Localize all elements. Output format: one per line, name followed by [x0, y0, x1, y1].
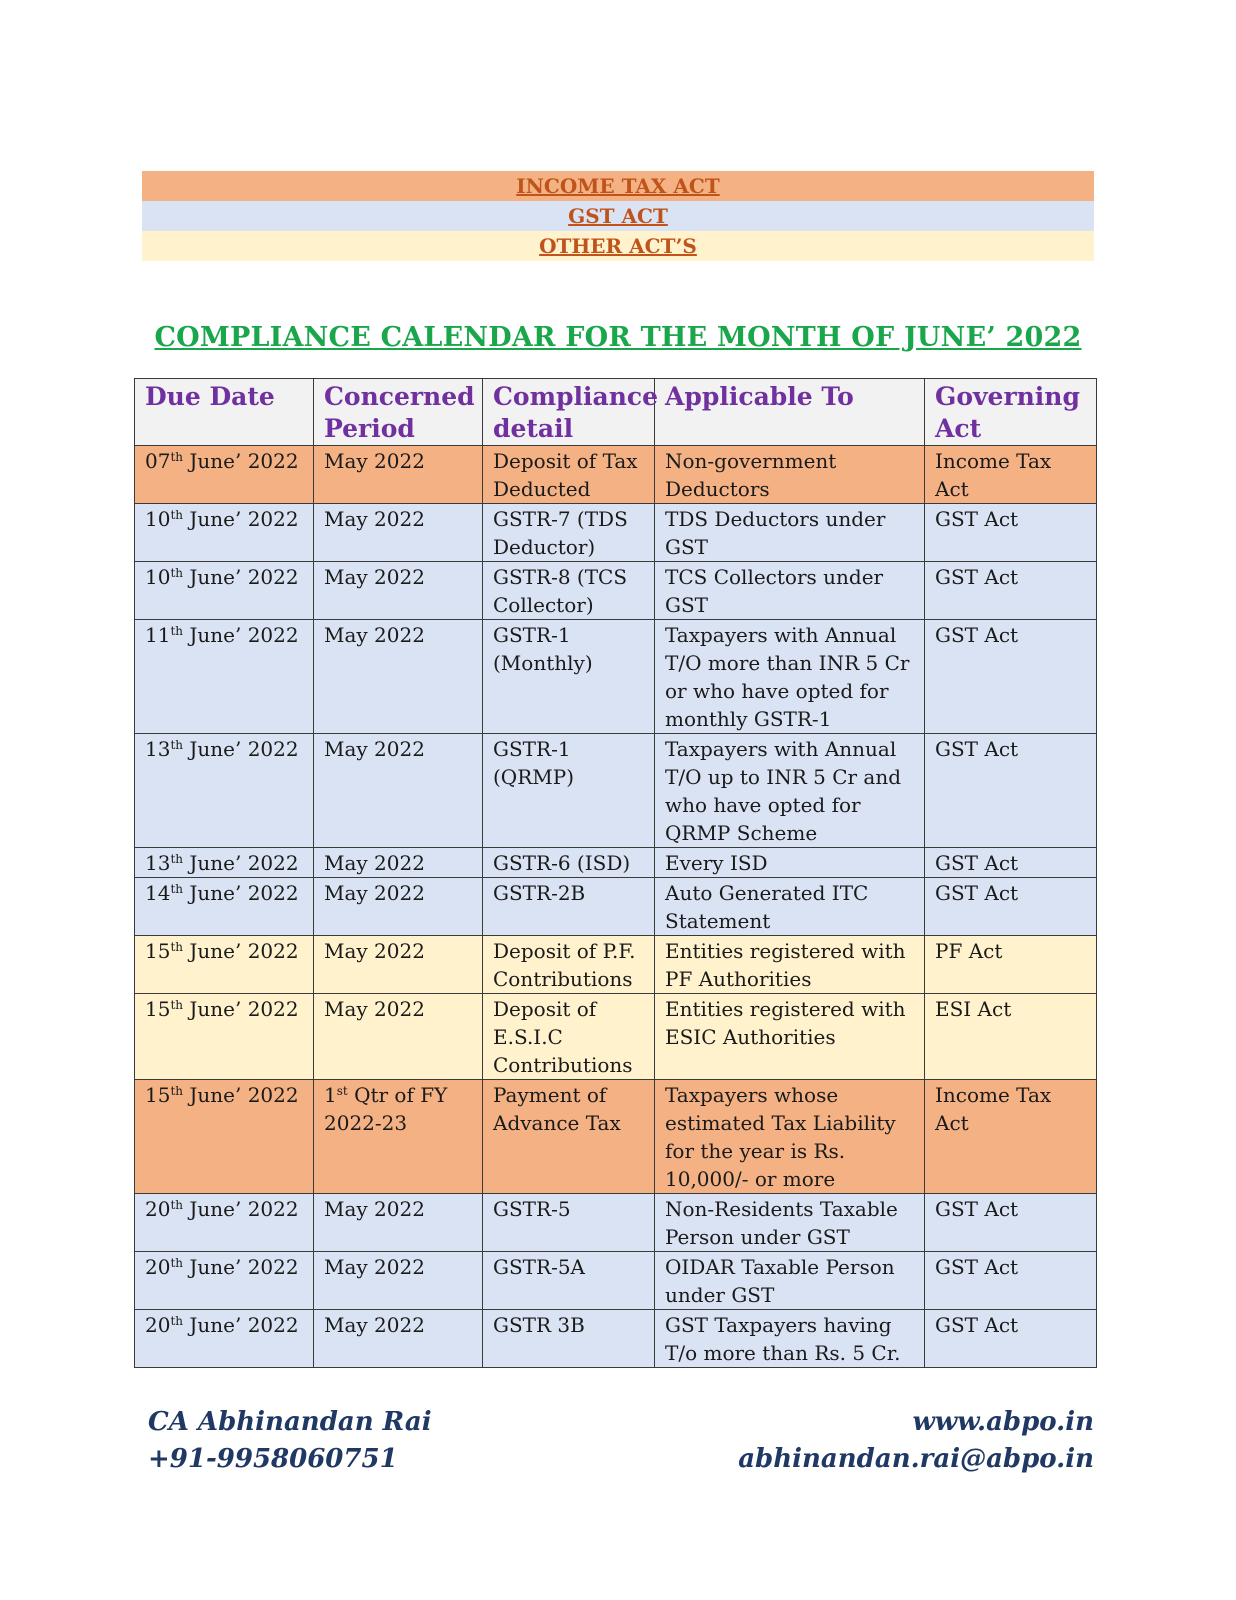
cell-due-date: [135, 620, 314, 734]
period-suffix: st: [336, 1084, 348, 1098]
period-text: May 2022: [324, 565, 425, 589]
cell-concerned-period: [314, 1194, 483, 1252]
cell-governing-act: Income Tax Act: [925, 446, 1097, 504]
due-day-suffix: th: [170, 998, 184, 1012]
due-day: 13: [145, 737, 171, 761]
table-row: [135, 562, 1097, 620]
cell-due-date: [135, 562, 314, 620]
period-text: May 2022: [324, 623, 425, 647]
due-month-year: June’ 2022: [183, 851, 299, 875]
due-day-suffix: th: [170, 852, 184, 866]
period-text: May 2022: [324, 1313, 425, 1337]
cell-applicable-to: Non-government Deductors: [655, 446, 925, 504]
cell-concerned-period: [314, 1310, 483, 1368]
table-row: [135, 446, 1097, 504]
cell-compliance-detail: Deposit of P.F. Contributions: [483, 936, 655, 994]
compliance-table: [134, 378, 1097, 1368]
due-day-suffix: th: [170, 738, 184, 752]
due-month-year: June’ 2022: [183, 939, 299, 963]
due-day-suffix: th: [170, 566, 184, 580]
due-day: 07: [145, 449, 171, 473]
period-text: Qtr of FY 2022-23: [324, 1083, 448, 1135]
cell-applicable-to: Taxpayers with Annual T/O up to INR 5 Cr and who have opted for QRMP Scheme: [655, 734, 925, 848]
cell-governing-act: GST Act: [925, 1194, 1097, 1252]
due-month-year: June’ 2022: [183, 997, 299, 1021]
cell-governing-act: Income Tax Act: [925, 1080, 1097, 1194]
due-day: 20: [145, 1197, 171, 1221]
due-month-year: June’ 2022: [183, 881, 299, 905]
cell-governing-act: GST Act: [925, 620, 1097, 734]
table-header-row: [135, 379, 1097, 446]
cell-concerned-period: [314, 562, 483, 620]
due-day-suffix: th: [170, 624, 184, 638]
cell-due-date: [135, 994, 314, 1080]
due-day: 10: [145, 565, 171, 589]
cell-applicable-to: OIDAR Taxable Person under GST: [655, 1252, 925, 1310]
footer-contact: [148, 1404, 432, 1478]
cell-concerned-period: [314, 1080, 483, 1194]
due-month-year: June’ 2022: [183, 449, 299, 473]
period-text: May 2022: [324, 737, 425, 761]
cell-governing-act: GST Act: [925, 734, 1097, 848]
table-row: [135, 504, 1097, 562]
footer-web: [738, 1404, 1094, 1478]
period-text: May 2022: [324, 449, 425, 473]
cell-concerned-period: [314, 1252, 483, 1310]
due-day: 20: [145, 1255, 171, 1279]
due-month-year: June’ 2022: [183, 623, 299, 647]
due-day-suffix: th: [170, 1198, 184, 1212]
due-day: 14: [145, 881, 171, 905]
cell-compliance-detail: GSTR-1 (QRMP): [483, 734, 655, 848]
cell-concerned-period: [314, 936, 483, 994]
cell-compliance-detail: GSTR-5: [483, 1194, 655, 1252]
cell-governing-act: ESI Act: [925, 994, 1097, 1080]
cell-due-date: [135, 1194, 314, 1252]
cell-governing-act: GST Act: [925, 1252, 1097, 1310]
footer-name: CA Abhinandan Rai: [148, 1407, 432, 1437]
header-concerned-period: Concerned Period: [314, 379, 483, 446]
cell-due-date: [135, 878, 314, 936]
due-day: 13: [145, 851, 171, 875]
period-prefix: 1: [324, 1083, 337, 1107]
cell-applicable-to: Entities registered with ESIC Authorities: [655, 994, 925, 1080]
cell-due-date: [135, 936, 314, 994]
cell-applicable-to: Auto Generated ITC Statement: [655, 878, 925, 936]
due-day: 15: [145, 997, 171, 1021]
table-row: [135, 936, 1097, 994]
cell-due-date: [135, 734, 314, 848]
due-month-year: June’ 2022: [183, 1313, 299, 1337]
cell-applicable-to: GST Taxpayers having T/o more than Rs. 5 Cr.: [655, 1310, 925, 1368]
cell-concerned-period: [314, 734, 483, 848]
table-row: [135, 994, 1097, 1080]
cell-compliance-detail: GSTR-2B: [483, 878, 655, 936]
cell-governing-act: GST Act: [925, 562, 1097, 620]
cell-compliance-detail: GSTR-6 (ISD): [483, 848, 655, 878]
due-day: 15: [145, 1083, 171, 1107]
cell-concerned-period: [314, 504, 483, 562]
legend-income-tax: INCOME TAX ACT: [142, 171, 1094, 201]
table-row: [135, 848, 1097, 878]
due-day: 10: [145, 507, 171, 531]
due-day-suffix: th: [170, 940, 184, 954]
cell-compliance-detail: GSTR-7 (TDS Deductor): [483, 504, 655, 562]
table-row: [135, 620, 1097, 734]
footer-email[interactable]: abhinandan.rai@abpo.in: [738, 1444, 1094, 1474]
table-row: [135, 1310, 1097, 1368]
cell-applicable-to: Every ISD: [655, 848, 925, 878]
due-month-year: June’ 2022: [183, 565, 299, 589]
page-title: COMPLIANCE CALENDAR FOR THE MONTH OF JUNE’ 2022: [154, 322, 1082, 353]
legend-other: OTHER ACT’S: [142, 231, 1094, 261]
cell-due-date: [135, 504, 314, 562]
due-month-year: June’ 2022: [183, 1255, 299, 1279]
cell-applicable-to: Taxpayers whose estimated Tax Liability for the year is Rs. 10,000/- or more: [655, 1080, 925, 1194]
due-day: 15: [145, 939, 171, 963]
cell-concerned-period: [314, 620, 483, 734]
period-text: May 2022: [324, 939, 425, 963]
due-month-year: June’ 2022: [183, 737, 299, 761]
table-row: [135, 734, 1097, 848]
cell-compliance-detail: GSTR-5A: [483, 1252, 655, 1310]
cell-compliance-detail: Deposit of E.S.I.C Contributions: [483, 994, 655, 1080]
cell-compliance-detail: Deposit of Tax Deducted: [483, 446, 655, 504]
period-text: May 2022: [324, 1197, 425, 1221]
legend-gst: GST ACT: [142, 201, 1094, 231]
cell-due-date: [135, 446, 314, 504]
cell-due-date: [135, 1080, 314, 1194]
due-day-suffix: th: [170, 882, 184, 896]
cell-concerned-period: [314, 848, 483, 878]
cell-compliance-detail: GSTR-8 (TCS Collector): [483, 562, 655, 620]
cell-applicable-to: Non-Residents Taxable Person under GST: [655, 1194, 925, 1252]
table-row: [135, 1080, 1097, 1194]
cell-governing-act: GST Act: [925, 878, 1097, 936]
cell-compliance-detail: Payment of Advance Tax: [483, 1080, 655, 1194]
cell-governing-act: GST Act: [925, 848, 1097, 878]
cell-applicable-to: TCS Collectors under GST: [655, 562, 925, 620]
cell-governing-act: GST Act: [925, 1310, 1097, 1368]
due-day-suffix: th: [170, 1314, 184, 1328]
footer-phone: +91-9958060751: [148, 1444, 398, 1474]
cell-due-date: [135, 848, 314, 878]
cell-compliance-detail: GSTR 3B: [483, 1310, 655, 1368]
due-day-suffix: th: [170, 450, 184, 464]
cell-due-date: [135, 1252, 314, 1310]
period-text: May 2022: [324, 851, 425, 875]
cell-compliance-detail: GSTR-1 (Monthly): [483, 620, 655, 734]
cell-concerned-period: [314, 878, 483, 936]
cell-concerned-period: [314, 994, 483, 1080]
cell-governing-act: PF Act: [925, 936, 1097, 994]
due-day: 11: [145, 623, 171, 647]
cell-applicable-to: TDS Deductors under GST: [655, 504, 925, 562]
due-day-suffix: th: [170, 1256, 184, 1270]
period-text: May 2022: [324, 507, 425, 531]
cell-due-date: [135, 1310, 314, 1368]
table-row: [135, 1252, 1097, 1310]
due-day-suffix: th: [170, 508, 184, 522]
due-month-year: June’ 2022: [183, 507, 299, 531]
cell-applicable-to: Entities registered with PF Authorities: [655, 936, 925, 994]
footer-website[interactable]: www.abpo.in: [912, 1407, 1094, 1437]
header-governing-act: Governing Act: [925, 379, 1097, 446]
due-day-suffix: th: [170, 1084, 184, 1098]
cell-governing-act: GST Act: [925, 504, 1097, 562]
table-row: [135, 1194, 1097, 1252]
period-text: May 2022: [324, 997, 425, 1021]
legend: [142, 171, 1094, 261]
due-month-year: June’ 2022: [183, 1197, 299, 1221]
due-month-year: June’ 2022: [183, 1083, 299, 1107]
header-applicable-to: Applicable To: [655, 379, 925, 446]
cell-concerned-period: [314, 446, 483, 504]
period-text: May 2022: [324, 1255, 425, 1279]
header-compliance-detail: Compliance detail: [483, 379, 655, 446]
header-due-date: Due Date: [135, 379, 314, 446]
cell-applicable-to: Taxpayers with Annual T/O more than INR 5 Cr or who have opted for monthly GSTR-1: [655, 620, 925, 734]
due-day: 20: [145, 1313, 171, 1337]
table-row: [135, 878, 1097, 936]
period-text: May 2022: [324, 881, 425, 905]
